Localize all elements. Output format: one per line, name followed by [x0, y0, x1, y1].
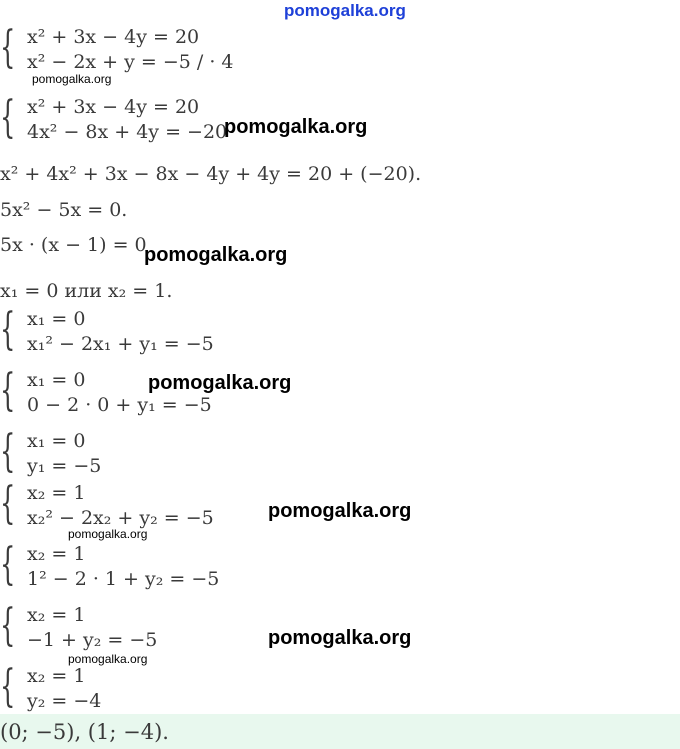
equation: x₂² − 2x₂ + y₂ = −5: [27, 507, 214, 529]
equation: x² − 2x + y = −5 / · 4: [27, 51, 234, 73]
equation: x₂ = 1: [27, 543, 86, 565]
equation: x₁ = 0: [27, 369, 86, 391]
watermark: pomogalka.org: [68, 527, 148, 541]
answer-bar: [0, 714, 680, 749]
watermark-top: pomogalka.org: [284, 1, 406, 20]
watermark: pomogalka.org: [148, 372, 292, 394]
equation-sum: x² + 4x² + 3x − 8x − 4y + 4y = 20 + (−20).: [0, 163, 422, 185]
brace: {: [0, 304, 16, 355]
equation: y₁ = −5: [27, 455, 102, 477]
equation: x₂ = 1: [27, 482, 86, 504]
equation-simplified: 5x² − 5x = 0.: [0, 199, 128, 221]
answer-text: (0; −5), (1; −4).: [0, 720, 169, 744]
brace: {: [0, 22, 16, 73]
equation: x₁ = 0: [27, 430, 86, 452]
brace: {: [0, 661, 16, 712]
brace: {: [0, 426, 16, 477]
watermark: pomogalka.org: [144, 244, 288, 266]
equation: x₂ = 1: [27, 604, 86, 626]
watermark: pomogalka.org: [32, 72, 112, 86]
brace: {: [0, 92, 16, 143]
roots: x₁ = 0 или x₂ = 1.: [0, 280, 173, 302]
equation: y₂ = −4: [27, 690, 102, 712]
brace: {: [0, 365, 16, 416]
watermark: pomogalka.org: [268, 500, 412, 522]
equation: 4x² − 8x + 4y = −20: [27, 121, 228, 143]
watermark: pomogalka.org: [268, 627, 412, 649]
equation: −1 + y₂ = −5: [27, 629, 158, 651]
equation: x₁ = 0: [27, 308, 86, 330]
brace: {: [0, 539, 16, 590]
watermark: pomogalka.org: [224, 116, 368, 138]
watermark: pomogalka.org: [68, 652, 148, 666]
brace: {: [0, 600, 16, 651]
equation: 1² − 2 · 1 + y₂ = −5: [27, 568, 220, 590]
equation: x² + 3x − 4y = 20: [27, 26, 200, 48]
equation: x₂ = 1: [27, 665, 86, 687]
equation-factored: 5x · (x − 1) = 0: [0, 234, 147, 256]
equation: 0 − 2 · 0 + y₁ = −5: [27, 394, 212, 416]
equation: x² + 3x − 4y = 20: [27, 96, 200, 118]
brace: {: [0, 478, 16, 529]
equation: x₁² − 2x₁ + y₁ = −5: [27, 333, 214, 355]
